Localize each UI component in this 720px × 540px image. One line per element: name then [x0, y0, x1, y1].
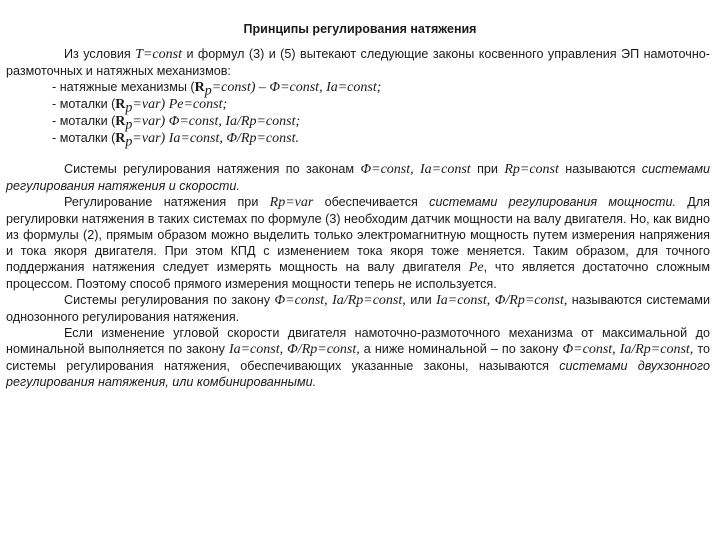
- p3-formula-1: Φ=const, Iа/Rр=const,: [274, 293, 406, 308]
- p4-text-2: а ниже номинальной – по закону: [359, 342, 563, 356]
- law-item-3: [6, 113, 710, 133]
- document-body: [6, 46, 710, 390]
- page-title: Принципы регулирования натяжения: [243, 22, 477, 36]
- law-2-prefix: - моталки (: [52, 97, 116, 111]
- p1-term: системами регулирования натяжения и скорости.: [6, 162, 711, 193]
- p1-text-2: при: [470, 162, 505, 176]
- law-4-condition: =var): [132, 131, 169, 146]
- law-4-symbol: R: [115, 131, 126, 146]
- law-3-subscript: р: [125, 117, 133, 133]
- section-gap: [6, 147, 710, 161]
- paragraph-speed-systems: [6, 161, 710, 194]
- law-2-subscript: р: [125, 100, 133, 116]
- p3-formula-2: Iа=const, Φ/Rр=const,: [436, 293, 568, 308]
- p3-text-1: Системы регулирования по закону: [64, 293, 275, 307]
- law-2-condition: =var): [132, 97, 169, 112]
- law-4-subscript: р: [125, 134, 133, 150]
- law-4-formula: Iа=const, Φ/Rр=const.: [168, 131, 299, 146]
- law-3-condition: =var): [132, 114, 169, 129]
- p2-term: системами регулирования мощности.: [429, 195, 676, 209]
- law-1-formula: Φ=const, Iа=const;: [269, 80, 382, 95]
- p4-formula-2: Φ=const, Iа/Rр=const,: [562, 342, 694, 357]
- p2-text-4: , что является достаточно сложным процессом. Поэтому способ прямого измерения мощности теперь не используется.: [6, 260, 710, 291]
- p1-text-3: называются: [558, 162, 642, 176]
- law-2-formula: Pе=const;: [168, 97, 228, 112]
- intro-formula: T=const: [135, 47, 182, 62]
- intro-paragraph: [6, 46, 710, 79]
- p1-formula-2: Rр=const: [504, 162, 559, 177]
- p2-text-1: Регулирование натяжения при: [64, 195, 270, 209]
- law-1-symbol: R: [194, 80, 205, 95]
- p2-text-2: обеспечивается: [313, 195, 430, 209]
- law-item-4: [6, 130, 710, 150]
- paragraph-power-systems: [6, 194, 710, 292]
- intro-text-1: Из условия: [64, 47, 136, 61]
- law-1-condition: =const) –: [211, 80, 270, 95]
- law-3-prefix: - моталки (: [52, 114, 116, 128]
- law-item-1: [6, 79, 710, 99]
- p1-formula-1: Φ=const, Iа=const: [360, 162, 471, 177]
- p2-formula-2: Pе: [468, 260, 484, 275]
- p4-text-3: то системы регулирования натяжения, обеспечивающих указанные законы, называются: [6, 342, 710, 373]
- p3-text-3: называются системами однозонного регулирования натяжения.: [6, 293, 710, 324]
- law-1-prefix: - натяжные механизмы (: [52, 80, 195, 94]
- p1-text-1: Системы регулирования натяжения по законам: [64, 162, 361, 176]
- p4-term: системами двухзонного регулирования натяжения, или комбинированными.: [6, 359, 710, 389]
- law-item-2: [6, 96, 710, 116]
- p3-text-2: или: [405, 293, 437, 307]
- paragraph-single-zone: [6, 292, 710, 325]
- law-3-symbol: R: [115, 114, 126, 129]
- paragraph-dual-zone: [6, 325, 710, 390]
- law-1-subscript: р: [204, 83, 212, 99]
- law-2-symbol: R: [115, 97, 126, 112]
- intro-text-2: и формул (3) и (5) вытекают следующие законы косвенного управления ЭП намоточно-размоточных и натяжных механизмов:: [6, 47, 710, 78]
- p2-formula-1: Rр=var: [269, 195, 314, 210]
- law-4-prefix: - моталки (: [52, 131, 116, 145]
- p4-text-1: Если изменение угловой скорости двигателя намоточно-размоточного механизма от максимальной до номинальной выполняется по закону: [6, 326, 710, 356]
- law-3-formula: Φ=const, Iа/Rр=const;: [168, 114, 301, 129]
- p4-formula-1: Iа=const, Φ/Rр=const,: [228, 342, 360, 357]
- p2-text-3: Для регулировки натяжения в таких системах по формуле (3) необходим датчик мощности на валу двигателя. Но, как видно из формулы (2), прямым образом можно выделить только электромагнитную мощность путем измерения напряжения и тока якоря двигателя. При этом КПД с изменением тока якоря тоже меняется. Таким образом, для точного поддержания натяжения следует измерять мощность на валу двигателя: [6, 195, 710, 274]
